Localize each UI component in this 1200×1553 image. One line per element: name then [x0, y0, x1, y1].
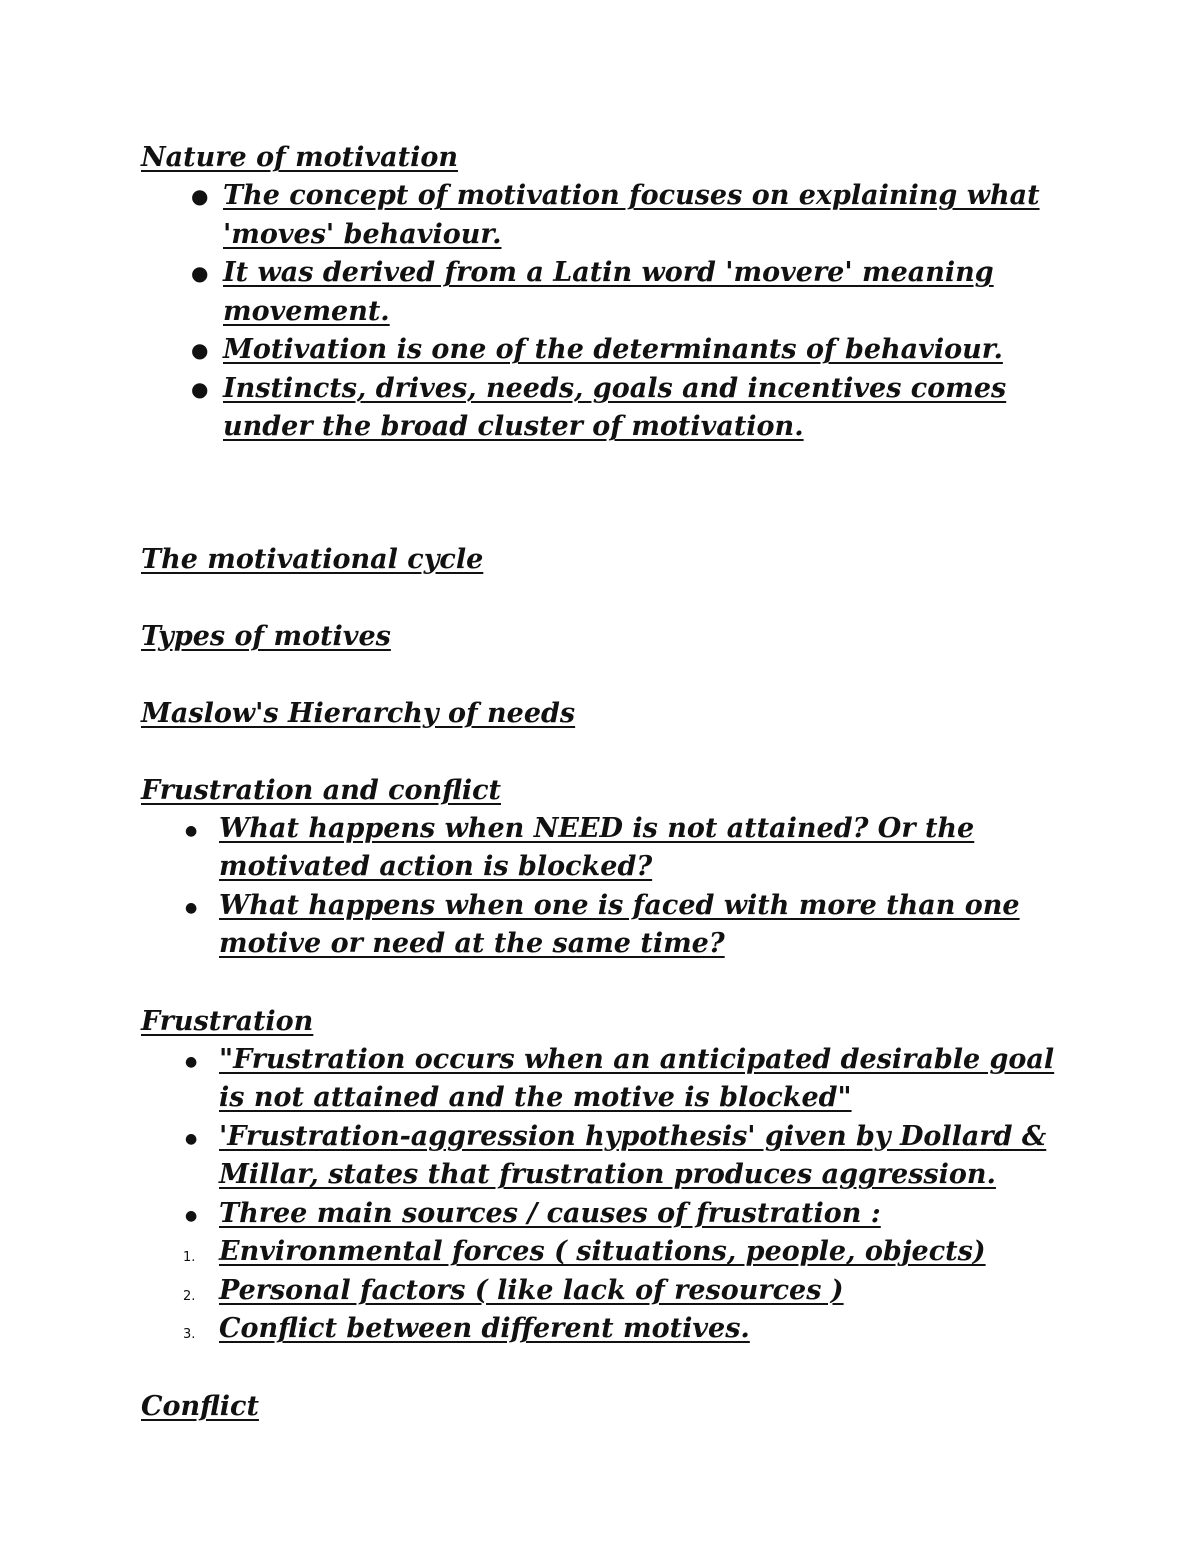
list-item-text: What happens when one is faced with more than one motive or need at the same time?: [219, 889, 1020, 959]
numbered-item: [141, 1272, 1071, 1311]
list-item: [141, 887, 1071, 964]
list-item: [141, 331, 1071, 370]
list-item-text: Conflict between different motives.: [219, 1313, 750, 1344]
bullet-icon: ●: [191, 261, 209, 285]
heading-types-of-motives: Types of motives: [141, 620, 391, 652]
list-item-text: The concept of motivation focuses on explaining what 'moves' behaviour.: [223, 180, 1040, 250]
list-number: 1.: [183, 1250, 196, 1265]
frustration-list: [141, 1041, 1071, 1349]
heading-nature-of-motivation: Nature of motivation: [141, 142, 458, 173]
list-item-text: Instincts, drives, needs, goals and incentives comes under the broad cluster of motivation.: [223, 372, 1007, 442]
bullet-icon: ●: [185, 1053, 198, 1070]
bullet-icon: ●: [185, 1207, 198, 1224]
list-item: [141, 254, 1071, 331]
frustration-conflict-list: [141, 810, 1071, 964]
heading-conflict: Conflict: [141, 1390, 259, 1422]
list-number: 2.: [183, 1288, 196, 1304]
list-item-text: Environmental forces ( situations, people, objects): [219, 1236, 986, 1267]
list-item: [141, 1195, 1071, 1234]
bullet-icon: ●: [185, 822, 198, 839]
bullet-icon: ●: [191, 338, 209, 362]
nature-bullet-list: [141, 177, 1071, 447]
list-item-text: "Frustration occurs when an anticipated desirable goal is not attained and the motive is blocked": [219, 1043, 1055, 1113]
list-item-text: Personal factors ( like lack of resources ): [219, 1274, 844, 1306]
bullet-icon: ●: [185, 1130, 198, 1147]
list-item: [141, 177, 1071, 254]
heading-frustration-and-conflict: Frustration and conflict: [141, 774, 501, 806]
numbered-item: [141, 1233, 1071, 1272]
heading-frustration: Frustration: [141, 1005, 314, 1037]
list-number: 3.: [183, 1327, 196, 1342]
heading-motivational-cycle: The motivational cycle: [141, 543, 484, 575]
bullet-icon: ●: [191, 376, 209, 401]
list-item-text: 'Frustration-aggression hypothesis' given by Dollard & Millar, states that frustration produces aggression.: [219, 1120, 1047, 1190]
list-item-text: Motivation is one of the determinants of behaviour.: [223, 334, 1003, 365]
numbered-item: [141, 1310, 1071, 1349]
list-item: [141, 810, 1071, 887]
bullet-icon: ●: [191, 184, 209, 208]
list-item-text: It was derived from a Latin word 'movere' meaning movement.: [223, 257, 994, 327]
list-item-text: What happens when NEED is not attained? Or the motivated action is blocked?: [219, 812, 975, 882]
list-item-text: Three main sources / causes of frustration :: [219, 1197, 881, 1229]
document-page: [141, 138, 1071, 1426]
bullet-icon: ●: [185, 899, 198, 916]
list-item: [141, 370, 1071, 447]
heading-maslow-hierarchy: Maslow's Hierarchy of needs: [141, 697, 576, 729]
list-item: [141, 1041, 1071, 1118]
list-item: [141, 1118, 1071, 1195]
